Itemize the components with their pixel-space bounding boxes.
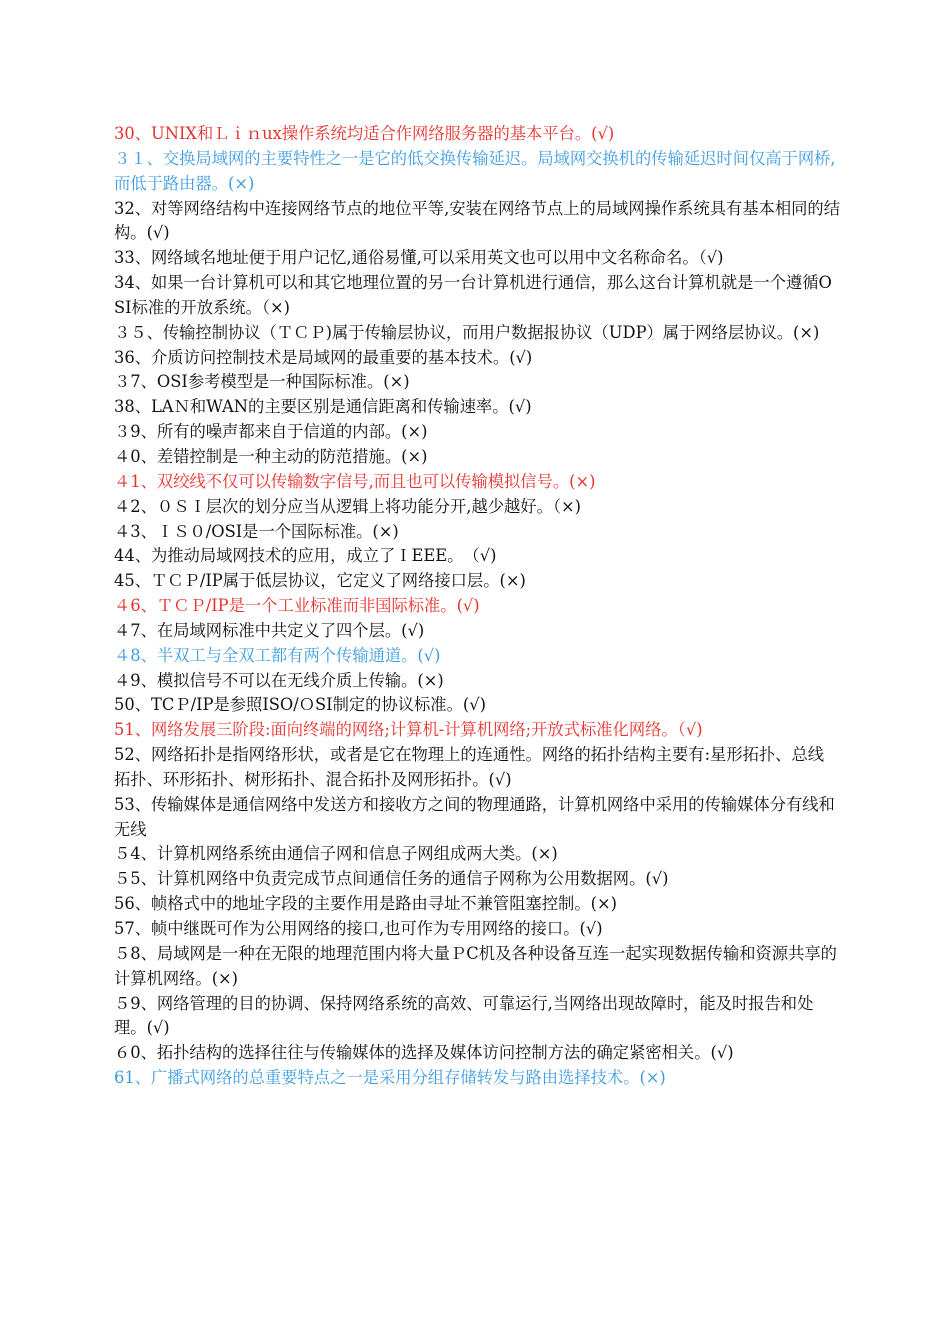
question-61: 61、广播式网络的总重要特点之一是采用分组存储转发与路由选择技术。(×) — [114, 1068, 666, 1088]
question-53: 53、传输媒体是通信网络中发送方和接收方之间的物理通路，计算机网络中采用的传输媒体分有线和无线 — [114, 794, 835, 839]
question-31: ３１、交换局域网的主要特性之一是它的低交换传输延迟。局域网交换机的传输延迟时间仅高于网桥,而低于路由器。(×) — [114, 148, 836, 193]
question-51: 51、网络发展三阶段:面向终端的网络;计算机-计算机网络;开放式标准化网络。（√) — [114, 720, 703, 740]
question-41: ４1、双绞线不仅可以传输数字信号,而且也可以传输模拟信号。(×) — [114, 471, 596, 491]
question-38: 38、LAＮ和WAN的主要区别是通信距离和传输速率。(√) — [114, 397, 532, 417]
question-59: ５9、网络管理的目的协调、保持网络系统的高效、可靠运行,当网络出现故障时，能及时报告和处理。(√) — [114, 993, 814, 1038]
question-40: ４0、差错控制是一种主动的防范措施。(×) — [114, 446, 428, 466]
question-50: 50、TCＰ/IP是参照ISO/ＯSI制定的协议标准。(√) — [114, 695, 486, 715]
question-57: 57、帧中继既可作为公用网络的接口,也可作为专用网络的接口。(√) — [114, 919, 603, 938]
question-60: ６0、拓扑结构的选择往往与传输媒体的选择及媒体访问控制方法的确定紧密相关。(√) — [114, 1043, 734, 1063]
question-55: ５5、计算机网络中负责完成节点间通信任务的通信子网称为公用数据网。(√) — [114, 869, 669, 889]
question-46: ４6、ＴＣＰ/IP是一个工业标准而非国际标准。(√) — [114, 596, 480, 616]
question-36: 36、介质访问控制技术是局域网的最重要的基本技术。(√) — [114, 347, 533, 367]
question-33: 33、网络域名地址便于用户记忆,通俗易懂,可以采用英文也可以用中文名称命名。（√) — [114, 248, 724, 268]
question-54: ５4、计算机网络系统由通信子网和信息子网组成两大类。(×) — [114, 844, 558, 864]
question-52: 52、网络拓扑是指网络形状，或者是它在物理上的连通性。网络的拓扑结构主要有:星形拓扑、总线拓扑、环形拓扑、树形拓扑、混合拓扑及网形拓扑。(√) — [114, 745, 825, 789]
question-56: 56、帧格式中的地址字段的主要作用是路由寻址不兼管阻塞控制。(×) — [114, 894, 617, 914]
question-48: ４8、半双工与全双工都有两个传输通道。(√) — [114, 645, 441, 665]
question-37: ３7、OSI参考模型是一种国际标准。(×) — [114, 372, 410, 392]
question-58: ５8、局域网是一种在无限的地理范围内将大量ＰC机及各种设备互连一起实现数据传输和资源共享的计算机网络。(×) — [114, 943, 837, 988]
question-49: ４9、模拟信号不可以在无线介质上传输。(×) — [114, 670, 444, 690]
question-32: 32、对等网络结构中连接网络节点的地位平等,安装在网络节点上的局域网操作系统具有基本相同的结构。(√) — [114, 198, 840, 243]
question-35: ３５、传输控制协议（ＴＣＰ)属于传输层协议，而用户数据报协议（UDP）属于网络层协议。(×) — [114, 322, 820, 342]
question-30: 30、UNIX和Ｌｉｎux操作系统均适合作网络服务器的基本平台。(√) — [114, 124, 615, 143]
question-44: 44、为推动局域网技术的应用，成立了ＩEEE。 （√) — [114, 546, 497, 566]
question-43: ４3、ＩＳ０/OSI是一个国际标准。(×) — [114, 521, 399, 541]
question-39: ３9、所有的噪声都来自于信道的内部。(×) — [114, 422, 428, 442]
question-42: ４2、０ＳＩ层次的划分应当从逻辑上将功能分开,越少越好。（×) — [114, 496, 581, 516]
question-47: ４7、在局域网标准中共定义了四个层。(√) — [114, 620, 425, 640]
question-34: 34、如果一台计算机可以和其它地理位置的另一台计算机进行通信，那么这台计算机就是一个遵循OSI标准的开放系统。（×) — [114, 273, 832, 317]
question-45: 45、ＴＣＰ/IP属于低层协议，它定义了网络接口层。(×) — [114, 571, 526, 591]
document-page — [114, 122, 840, 1091]
